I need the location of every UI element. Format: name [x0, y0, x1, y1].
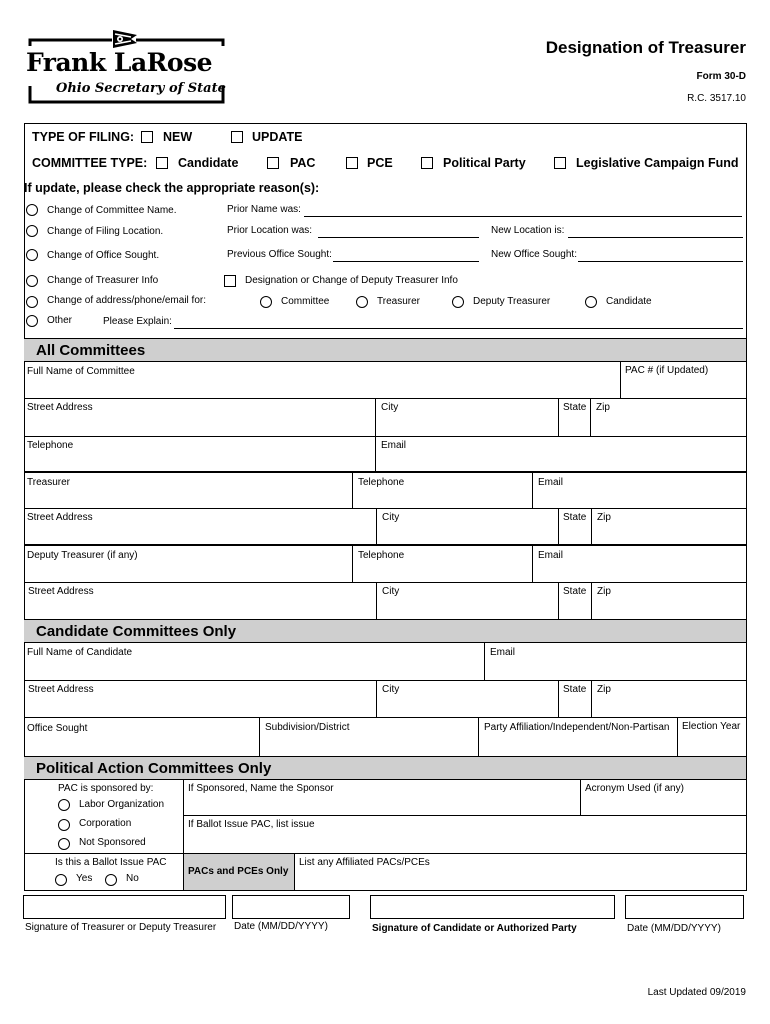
address-treasurer-label: Treasurer — [377, 296, 420, 307]
party-type-label: Political Party — [443, 156, 526, 170]
divider — [677, 717, 678, 756]
divider — [183, 815, 746, 816]
labor-label: Labor Organization — [79, 799, 165, 810]
prior-name-field[interactable] — [304, 216, 742, 217]
divider — [24, 717, 746, 718]
affiliated-cell[interactable]: List any Affiliated PACs/PCEs — [299, 857, 430, 868]
divider — [478, 717, 479, 756]
divider — [24, 853, 746, 854]
no-label: No — [126, 873, 139, 884]
address-deputy-radio[interactable] — [452, 296, 464, 308]
treasurer-info-radio[interactable] — [26, 275, 38, 287]
new-location-label: New Location is: — [491, 225, 565, 236]
previous-office-label: Previous Office Sought: — [227, 249, 332, 260]
treasurer-signature-label: Signature of Treasurer or Deputy Treasurer — [25, 922, 217, 933]
committee-email-cell[interactable]: Email — [381, 440, 407, 451]
treasurer-telephone-cell[interactable]: Telephone — [358, 477, 405, 488]
new-label: NEW — [163, 130, 193, 144]
date2-box[interactable] — [625, 895, 744, 919]
candidate-type-label: Candidate — [178, 156, 239, 170]
divider — [558, 508, 559, 545]
candidate-signature-label: Signature of Candidate or Authorized Party — [372, 923, 577, 934]
party-cell[interactable]: Party Affiliation/Independent/Non-Partisan — [484, 722, 670, 733]
ohio-flag-icon — [112, 29, 138, 49]
committee-name-radio[interactable] — [26, 204, 38, 216]
divider — [183, 780, 184, 854]
treasurer-street-cell[interactable]: Street Address — [27, 512, 93, 523]
deputy-info-checkbox[interactable] — [224, 275, 236, 287]
divider — [375, 436, 376, 472]
lcf-type-checkbox[interactable] — [554, 157, 566, 169]
pac-header — [24, 756, 746, 780]
divider — [558, 680, 559, 717]
corporation-radio[interactable] — [58, 819, 70, 831]
treasurer-email-cell[interactable]: Email — [538, 477, 564, 488]
date2-label: Date (MM/DD/YYYY) — [627, 923, 721, 934]
candidate-state-cell[interactable]: State — [563, 684, 587, 695]
form-title: Designation of Treasurer — [545, 38, 746, 57]
new-office-field[interactable] — [578, 261, 743, 262]
deputy-telephone-cell[interactable]: Telephone — [358, 550, 405, 561]
logo — [24, 26, 229, 106]
explain-label: Please Explain: — [103, 316, 172, 327]
divider — [352, 546, 353, 582]
treasurer-info-label: Change of Treasurer Info — [47, 275, 159, 286]
labor-radio[interactable] — [58, 799, 70, 811]
deputy-state-cell[interactable]: State — [563, 586, 587, 597]
is-ballot-label: Is this a Ballot Issue PAC — [55, 857, 167, 868]
new-location-field[interactable] — [568, 237, 743, 238]
divider — [376, 680, 377, 717]
committee-state-cell[interactable]: State — [563, 402, 587, 413]
prior-name-label: Prior Name was: — [227, 204, 301, 215]
date1-label: Date (MM/DD/YYYY) — [234, 921, 328, 932]
election-year-cell[interactable]: Election Year — [682, 721, 741, 732]
other-label: Other — [47, 315, 73, 326]
divider — [558, 398, 559, 436]
not-sponsored-radio[interactable] — [58, 838, 70, 850]
divider — [352, 473, 353, 508]
deputy-info-label: Designation or Change of Deputy Treasurer Info — [245, 275, 458, 286]
no-radio[interactable] — [105, 874, 117, 886]
pce-type-label: PCE — [367, 156, 393, 170]
corporation-label: Corporation — [79, 818, 132, 829]
type-of-filing-label: TYPE OF FILING: — [32, 130, 135, 144]
district-cell[interactable]: Subdivision/District — [265, 722, 350, 733]
committee-name-cell[interactable]: Full Name of Committee — [27, 366, 135, 377]
other-radio[interactable] — [26, 315, 38, 327]
committee-zip-cell[interactable]: Zip — [596, 402, 610, 413]
divider — [24, 680, 746, 681]
divider — [580, 780, 581, 815]
office-sought-cell[interactable]: Office Sought — [27, 723, 88, 734]
address-candidate-radio[interactable] — [585, 296, 597, 308]
last-updated: Last Updated 09/2019 — [647, 987, 746, 998]
prior-location-label: Prior Location was: — [227, 225, 313, 236]
thick-divider — [24, 544, 746, 546]
statute-ref: R.C. 3517.10 — [687, 93, 746, 104]
update-checkbox[interactable] — [231, 131, 243, 143]
filing-location-label: Change of Filing Location. — [47, 226, 164, 237]
candidate-title: Candidate Committees Only — [36, 623, 237, 640]
divider — [375, 398, 376, 436]
treasurer-signature-box[interactable] — [23, 895, 226, 919]
candidate-type-checkbox[interactable] — [156, 157, 168, 169]
pacs-only-label: PACs and PCEs Only — [188, 866, 289, 877]
pac-type-checkbox[interactable] — [267, 157, 279, 169]
divider — [558, 582, 559, 619]
office-sought-radio[interactable] — [26, 249, 38, 261]
deputy-email-cell[interactable]: Email — [538, 550, 564, 561]
pac-title: Political Action Committees Only — [36, 760, 272, 777]
address-candidate-label: Candidate — [606, 296, 652, 307]
thick-divider — [24, 471, 746, 473]
divider — [259, 717, 260, 756]
divider — [376, 582, 377, 619]
yes-label: Yes — [76, 873, 93, 884]
pce-type-checkbox[interactable] — [346, 157, 358, 169]
committee-name-label: Change of Committee Name. — [47, 205, 177, 216]
divider — [532, 473, 533, 508]
address-deputy-label: Deputy Treasurer — [473, 296, 551, 307]
lcf-type-label: Legislative Campaign Fund — [576, 156, 739, 170]
candidate-city-cell[interactable]: City — [382, 684, 400, 695]
acronym-cell[interactable]: Acronym Used (if any) — [585, 783, 684, 794]
deputy-zip-cell[interactable]: Zip — [597, 586, 611, 597]
candidate-street-cell[interactable]: Street Address — [28, 684, 94, 695]
all-committees-title: All Committees — [36, 342, 146, 359]
divider — [591, 582, 592, 619]
filing-location-radio[interactable] — [26, 225, 38, 237]
office-sought-label: Change of Office Sought. — [47, 250, 160, 261]
committee-street-cell[interactable]: Street Address — [27, 402, 93, 413]
update-label: UPDATE — [252, 130, 303, 144]
treasurer-city-cell[interactable]: City — [382, 512, 400, 523]
explain-field[interactable] — [174, 328, 743, 329]
divider — [376, 508, 377, 545]
ballot-issue-cell[interactable]: If Ballot Issue PAC, list issue — [188, 819, 315, 830]
deputy-cell[interactable]: Deputy Treasurer (if any) — [27, 550, 138, 561]
pac-number-cell[interactable]: PAC # (if Updated) — [625, 365, 709, 376]
deputy-city-cell[interactable]: City — [382, 586, 400, 597]
reasons-heading: If update, please check the appropriate reason(s): — [24, 181, 320, 195]
new-checkbox[interactable] — [141, 131, 153, 143]
candidate-email-cell[interactable]: Email — [490, 647, 516, 658]
divider — [484, 643, 485, 680]
divider — [620, 362, 621, 398]
divider — [532, 546, 533, 582]
logo-subtitle: Ohio Secretary of State — [56, 81, 226, 96]
sponsor-name-cell[interactable]: If Sponsored, Name the Sponsor — [188, 783, 334, 794]
treasurer-state-cell[interactable]: State — [563, 512, 587, 523]
new-office-label: New Office Sought: — [491, 249, 577, 260]
form-number: Form 30-D — [696, 71, 746, 82]
committee-telephone-cell[interactable]: Telephone — [27, 440, 74, 451]
treasurer-cell[interactable]: Treasurer — [27, 477, 70, 488]
divider — [24, 398, 746, 399]
sponsored-by-label: PAC is sponsored by: — [58, 783, 154, 794]
divider — [591, 508, 592, 545]
committee-type-label: COMMITTEE TYPE: — [32, 156, 148, 170]
candidate-signature-box[interactable] — [370, 895, 615, 919]
divider — [24, 436, 746, 437]
prior-location-field[interactable] — [318, 237, 479, 238]
party-type-checkbox[interactable] — [421, 157, 433, 169]
date1-box[interactable] — [232, 895, 350, 919]
address-committee-radio[interactable] — [260, 296, 272, 308]
candidate-header — [24, 619, 746, 643]
divider — [24, 508, 746, 509]
committee-city-cell[interactable]: City — [381, 402, 399, 413]
candidate-zip-cell[interactable]: Zip — [597, 684, 611, 695]
address-committee-label: Committee — [281, 296, 330, 307]
candidate-name-cell[interactable]: Full Name of Candidate — [27, 647, 133, 658]
not-sponsored-label: Not Sponsored — [79, 837, 146, 848]
address-change-radio[interactable] — [26, 296, 38, 308]
previous-office-field[interactable] — [333, 261, 479, 262]
divider — [24, 582, 746, 583]
all-committees-header — [24, 338, 746, 362]
address-change-label: Change of address/phone/email for: — [47, 295, 206, 306]
treasurer-zip-cell[interactable]: Zip — [597, 512, 611, 523]
deputy-street-cell[interactable]: Street Address — [28, 586, 94, 597]
divider — [590, 398, 591, 436]
yes-radio[interactable] — [55, 874, 67, 886]
logo-name: Frank LaRose — [26, 48, 213, 77]
divider — [591, 680, 592, 717]
address-treasurer-radio[interactable] — [356, 296, 368, 308]
pac-type-label: PAC — [290, 156, 316, 170]
